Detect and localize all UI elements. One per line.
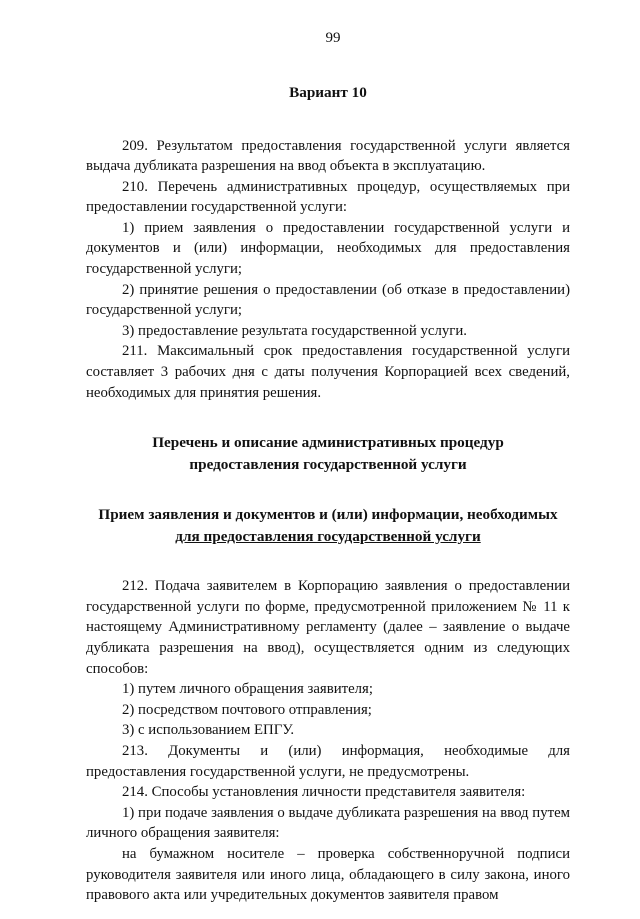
list-item-210-1: 1) прием заявления о предоставлении государственной услуги и документов и (или) информации, необходимых для предоставления государственной услуги; [86, 219, 570, 278]
section-title-application [86, 504, 570, 547]
section-variant-body [86, 136, 570, 404]
list-item-212-3: 3) с использованием ЕПГУ. [122, 722, 295, 739]
list-item-212-1: 1) путем личного обращения заявителя; [122, 681, 373, 698]
paragraph-211: 211. Максимальный срок предоставления государственной услуги составляет 3 рабочих дня с даты получения Корпорацией всех сведений, необходимых для принятия решения. [86, 343, 570, 401]
page-number: 99 [325, 30, 341, 46]
list-item-212-2: 2) посредством почтового отправления; [122, 701, 372, 718]
paragraph-209: 209. Результатом предоставления государственной услуги является выдача дубликата разрешения на ввод объекта в эксплуатацию. [86, 137, 570, 175]
paragraph-213: 213. Документы и (или) информация, необходимые для предоставления государственной услуги, не предусмотрены. [86, 742, 570, 780]
section-title-procedures [86, 432, 570, 475]
list-item-214-1: 1) при подаче заявления о выдаче дубликата разрешения на ввод путем личного обращения заявителя: [86, 804, 570, 842]
section-title-application-line2: для предоставления государственной услуги [175, 527, 481, 545]
section-title-procedures-line2: предоставления государственной услуги [189, 455, 467, 473]
paragraph-212: 212. Подача заявителем в Корпорацию заявления о предоставлении государственной услуги по форме, предусмотренной приложением № 11 к настоящему Административному регламенту (далее – заявление о выдаче дубликата разрешения на ввод), осуществляется одним из следующих способов: [86, 578, 570, 677]
section-title-procedures-line1: Перечень и описание административных процедур [152, 434, 504, 452]
section-application-body [86, 576, 570, 906]
paragraph-paper-medium: на бумажном носителе – проверка собственноручной подписи руководителя заявителя или иного лица, обладающего в силу закона, иного правового акта или учредительных документов заявителя правом [86, 845, 570, 904]
spacer [86, 547, 570, 576]
list-item-210-3: 3) предоставление результата государственной услуги. [122, 322, 467, 339]
variant-title: Вариант 10 [289, 84, 367, 101]
paragraph-210: 210. Перечень административных процедур, осуществляемых при предоставлении государственной услуги: [86, 178, 570, 216]
section-title-application-line1: Прием заявления и документов и (или) информации, необходимых [98, 506, 558, 524]
list-item-210-2: 2) принятие решения о предоставлении (об отказе в предоставлении) государственной услуги; [86, 281, 570, 319]
paragraph-214: 214. Способы установления личности представителя заявителя: [122, 784, 526, 801]
